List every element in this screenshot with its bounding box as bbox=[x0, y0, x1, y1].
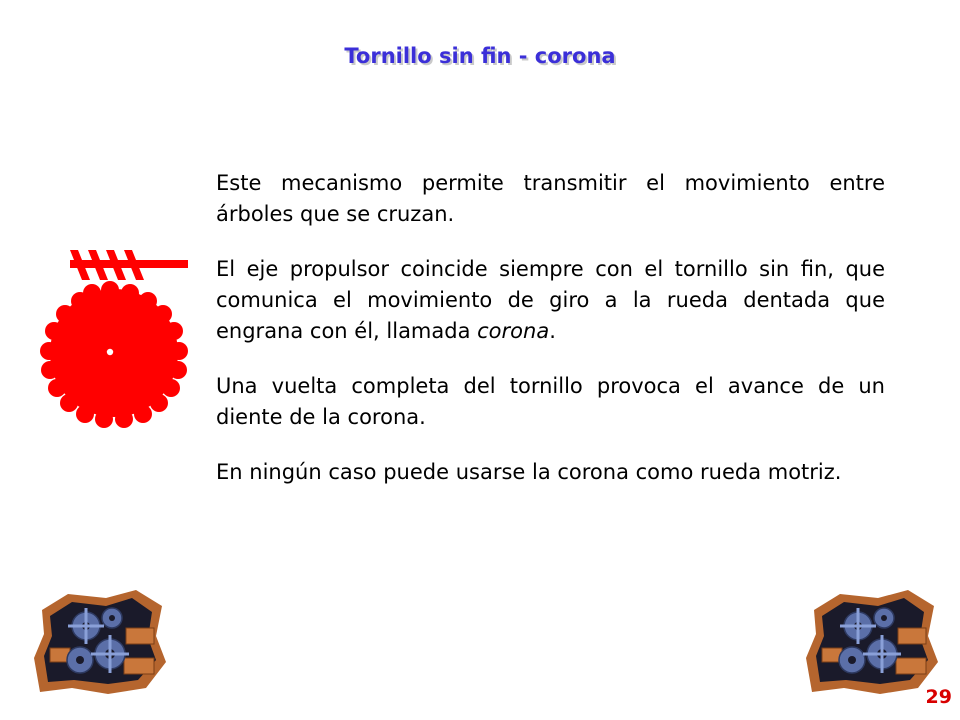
slide-title: Tornillo sin fin - corona bbox=[344, 44, 616, 68]
corona-term: corona bbox=[477, 319, 550, 343]
paragraph-4: En ningún caso puede usarse la corona como rueda motriz. bbox=[216, 460, 842, 484]
page-number: 29 bbox=[925, 686, 952, 708]
gears-in-wall-icon bbox=[800, 588, 940, 698]
paragraph-3: Una vuelta completa del tornillo provoca el avance de un diente de la corona. bbox=[216, 374, 885, 429]
slide-body bbox=[216, 168, 885, 512]
paragraph-2-end: . bbox=[549, 319, 556, 343]
gears-in-wall-icon bbox=[28, 588, 168, 698]
paragraph-1: Este mecanismo permite transmitir el movimiento entre árboles que se cruzan. bbox=[216, 171, 885, 226]
paragraph-2-text: El eje propulsor coincide siempre con el tornillo sin fin, que comunica el movimiento de giro a la rueda dentada que engrana con él, llamada bbox=[216, 257, 885, 343]
paragraph-2 bbox=[216, 254, 885, 347]
worm-gear-icon bbox=[30, 240, 190, 430]
